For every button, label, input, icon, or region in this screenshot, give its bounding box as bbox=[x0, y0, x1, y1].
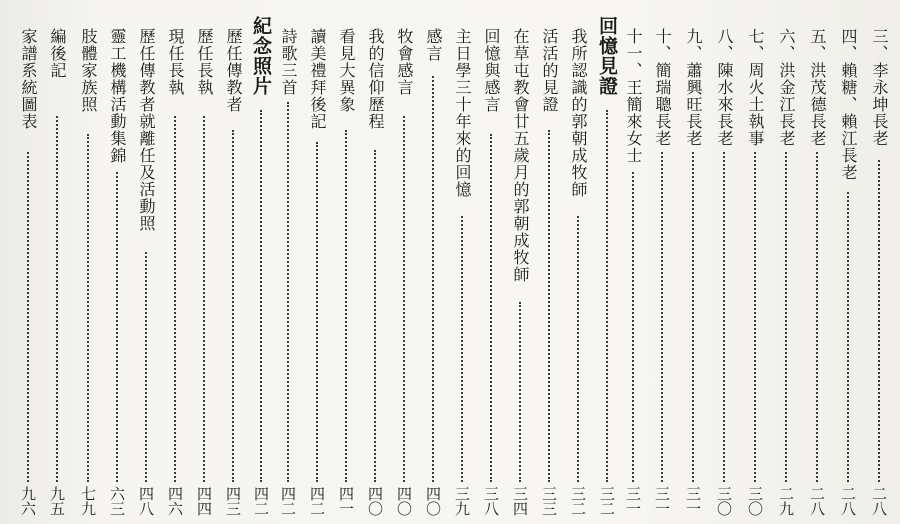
leader-dots bbox=[287, 102, 289, 482]
page-number: 三二 bbox=[569, 486, 587, 516]
page-number: 三一 bbox=[653, 486, 671, 516]
entry-title: 九、蕭興旺長老 bbox=[684, 28, 703, 147]
leader-dots bbox=[847, 192, 849, 482]
page-number: 二八 bbox=[839, 486, 857, 516]
entry-title: 三、李永坤長老 bbox=[870, 28, 889, 147]
toc-entry[interactable] bbox=[222, 12, 244, 516]
entry-title: 回憶與感言 bbox=[482, 28, 501, 113]
entry-title: 歷任傳教者就離任及活動照 bbox=[137, 28, 156, 232]
leader-dots bbox=[260, 110, 262, 482]
page-number: 四八 bbox=[137, 486, 155, 516]
section-heading-col[interactable] bbox=[250, 12, 272, 516]
entry-title: 活活的見證 bbox=[540, 28, 559, 113]
toc-entry[interactable] bbox=[364, 12, 386, 516]
page-number: 三九 bbox=[453, 486, 471, 516]
toc-entry[interactable] bbox=[509, 12, 531, 516]
entry-title: 六、洪金江長老 bbox=[777, 28, 796, 147]
leader-dots bbox=[754, 152, 756, 482]
leader-dots bbox=[723, 152, 725, 482]
toc-entry[interactable] bbox=[480, 12, 502, 516]
page-number: 九六 bbox=[19, 486, 37, 516]
toc-entry[interactable] bbox=[451, 12, 473, 516]
leader-dots bbox=[145, 252, 147, 482]
entry-title: 牧會感言 bbox=[395, 28, 414, 96]
page-number: 六三 bbox=[108, 486, 126, 516]
section-heading-col[interactable] bbox=[596, 12, 618, 516]
toc-entry[interactable] bbox=[538, 12, 560, 516]
toc-entry[interactable] bbox=[422, 12, 444, 516]
page-number: 四二 bbox=[308, 486, 326, 516]
page-number: 二九 bbox=[777, 486, 795, 516]
entry-title: 看見大異象 bbox=[337, 28, 356, 113]
entry-title: 編後記 bbox=[48, 28, 67, 79]
entry-title: 七、周火土執事 bbox=[746, 28, 765, 147]
page-number: 四六 bbox=[166, 486, 184, 516]
entry-title: 感言 bbox=[424, 28, 443, 62]
leader-dots bbox=[461, 216, 463, 482]
entry-title: 四、賴糖、賴江長老 bbox=[839, 28, 858, 181]
entry-title: 十、簡瑞聰長老 bbox=[653, 28, 672, 147]
toc-entry[interactable] bbox=[17, 12, 39, 516]
leader-dots bbox=[87, 134, 89, 482]
leader-dots bbox=[577, 216, 579, 482]
leader-dots bbox=[174, 116, 176, 482]
toc-entry[interactable] bbox=[682, 12, 704, 516]
section-heading: 回憶見證 bbox=[596, 16, 618, 96]
entry-title: 肢體家族照 bbox=[79, 28, 98, 113]
leader-dots bbox=[606, 110, 608, 482]
entry-title: 歷任傳教者 bbox=[224, 28, 243, 113]
page-number: 四四 bbox=[195, 486, 213, 516]
leader-dots bbox=[345, 130, 347, 482]
toc-entry[interactable] bbox=[77, 12, 99, 516]
entry-title: 十一、王簡來女士 bbox=[624, 28, 643, 164]
entry-title: 家譜系統圖表 bbox=[19, 28, 38, 130]
page-number: 四〇 bbox=[424, 486, 442, 516]
toc-entry[interactable] bbox=[567, 12, 589, 516]
leader-dots bbox=[432, 76, 434, 482]
toc-entry[interactable] bbox=[277, 12, 299, 516]
leader-dots bbox=[490, 134, 492, 482]
page-number: 四〇 bbox=[395, 486, 413, 516]
page-number: 四二 bbox=[252, 486, 270, 516]
toc-entry[interactable] bbox=[135, 12, 157, 516]
leader-dots bbox=[203, 116, 205, 482]
page-number: 九五 bbox=[48, 486, 66, 516]
section-heading: 紀念照片 bbox=[250, 16, 272, 96]
page-number: 三二 bbox=[598, 486, 616, 516]
toc-entry[interactable] bbox=[46, 12, 68, 516]
toc-entry[interactable] bbox=[164, 12, 186, 516]
entry-title: 主日學三十年來的回憶 bbox=[453, 28, 472, 198]
page-number: 二八 bbox=[808, 486, 826, 516]
entry-title: 詩歌三首 bbox=[279, 28, 298, 96]
leader-dots bbox=[548, 130, 550, 482]
entry-title: 我的信仰歷程 bbox=[366, 28, 385, 130]
toc-entry[interactable] bbox=[335, 12, 357, 516]
leader-dots bbox=[27, 152, 29, 482]
leader-dots bbox=[632, 172, 634, 482]
toc-entry[interactable] bbox=[622, 12, 644, 516]
leader-dots bbox=[878, 160, 880, 482]
page-number: 四一 bbox=[337, 486, 355, 516]
entry-title: 在草屯教會廿五歲月的郭朝成牧師 bbox=[511, 28, 530, 283]
entry-title: 靈工機構活動集錦 bbox=[108, 28, 127, 164]
leader-dots bbox=[661, 152, 663, 482]
leader-dots bbox=[56, 116, 58, 482]
leader-dots bbox=[519, 302, 521, 482]
toc-entry[interactable] bbox=[806, 12, 828, 516]
toc-entry[interactable] bbox=[306, 12, 328, 516]
toc-entry[interactable] bbox=[837, 12, 859, 516]
leader-dots bbox=[316, 142, 318, 482]
page-number: 七九 bbox=[79, 486, 97, 516]
toc-entry[interactable] bbox=[651, 12, 673, 516]
page-number: 四〇 bbox=[366, 486, 384, 516]
leader-dots bbox=[692, 152, 694, 482]
page-number: 三〇 bbox=[746, 486, 764, 516]
leader-dots bbox=[374, 150, 376, 482]
toc-entry[interactable] bbox=[713, 12, 735, 516]
page-number: 三四 bbox=[511, 486, 529, 516]
leader-dots bbox=[403, 116, 405, 482]
page-number: 二八 bbox=[870, 486, 888, 516]
page-number: 三〇 bbox=[715, 486, 733, 516]
leader-dots bbox=[232, 130, 234, 482]
toc-entry[interactable] bbox=[775, 12, 797, 516]
entry-title: 我所認識的郭朝成牧師 bbox=[569, 28, 588, 198]
leader-dots bbox=[816, 152, 818, 482]
entry-title: 現任長執 bbox=[166, 28, 185, 96]
toc-entry[interactable] bbox=[744, 12, 766, 516]
entry-title: 五、洪茂德長老 bbox=[808, 28, 827, 147]
leader-dots bbox=[116, 172, 118, 482]
page-number: 三一 bbox=[684, 486, 702, 516]
entry-title: 八、陳水來長老 bbox=[715, 28, 734, 147]
leader-dots bbox=[785, 152, 787, 482]
toc-entry[interactable] bbox=[868, 12, 890, 516]
page-number: 三八 bbox=[482, 486, 500, 516]
page-number: 三三 bbox=[540, 486, 558, 516]
entry-title: 歷任長執 bbox=[195, 28, 214, 96]
toc-entry[interactable] bbox=[393, 12, 415, 516]
page-number: 三一 bbox=[624, 486, 642, 516]
entry-title: 讀美禮拜後記 bbox=[308, 28, 327, 130]
page-number: 四二 bbox=[279, 486, 297, 516]
page-number: 四三 bbox=[224, 486, 242, 516]
toc-entry[interactable] bbox=[193, 12, 215, 516]
toc-entry[interactable] bbox=[106, 12, 128, 516]
